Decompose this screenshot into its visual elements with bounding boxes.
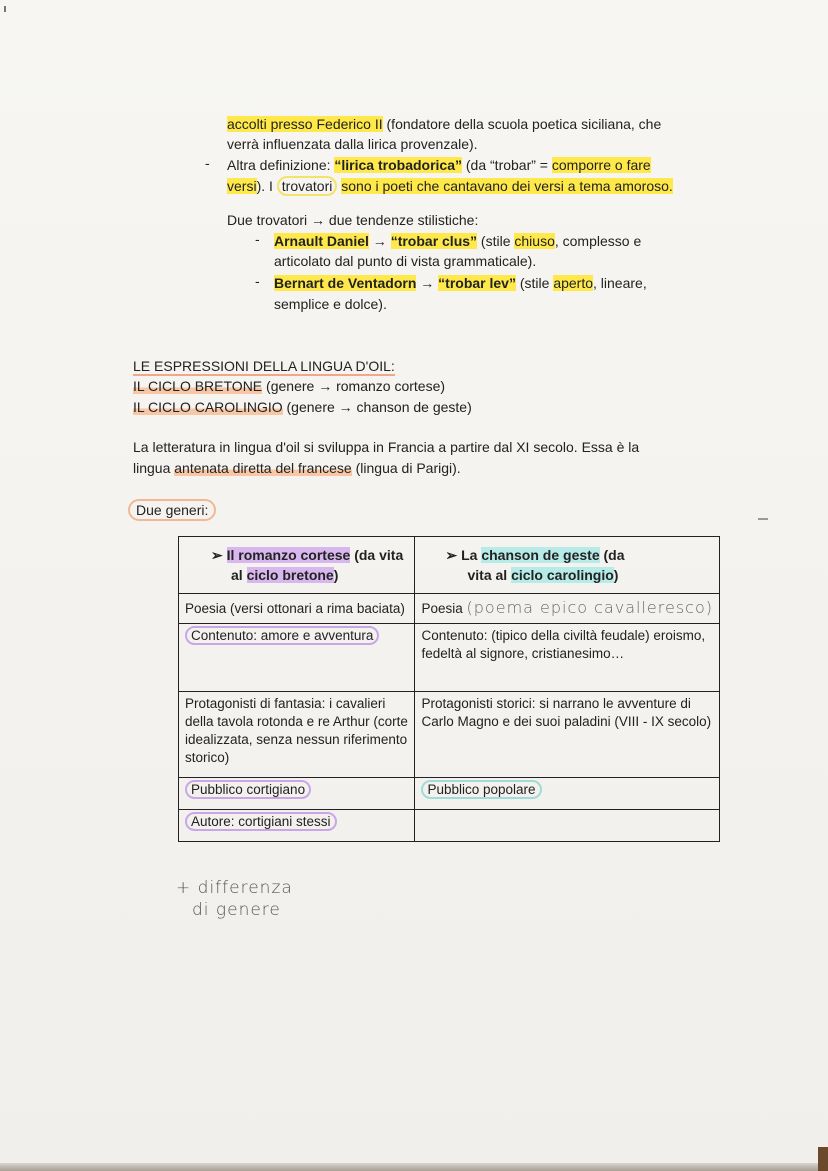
bullet-dash: - [205,155,210,171]
cell-right: Pubblico popolare [415,778,720,810]
text-line-articolato: articolato dal punto di vista grammaticale). [274,253,537,269]
table-row [179,810,720,842]
text-line-semplice: semplice e dolce). [274,296,387,312]
due-generi-label: Due generi: [128,500,216,520]
text-line-bernart: Bernart de Ventadorn → “trobar lev” (stile aperto, lineare, [274,275,647,291]
cell-left: Protagonisti di fantasia: i cavalieri della tavola rotonda e re Arthur (corte idealizzata, senza nessun riferimento storico) [179,692,415,778]
page-corner-shadow [818,1147,828,1171]
text-line-due-trovatori: Due trovatori → due tendenze stilistiche: [227,212,479,228]
cell-right [415,810,720,842]
table-row [179,778,720,810]
header-romanzo-cortese: ➢ Il romanzo cortese (da vita al ciclo bretone) [179,537,415,594]
table-row [179,594,720,624]
table-row [179,624,720,692]
cell-left: Pubblico cortigiano [179,778,415,810]
text-line-definizione: Altra definizione: “lirica trobadorica” (da “trobar” = comporre o fare [227,157,651,173]
cell-right: Contenuto: (tipico della civiltà feudale) eroismo, fedeltà al signore, cristianesimo… [415,624,720,692]
text-line-ciclo-carolingio: IL CICLO CAROLINGIO (genere → chanson de geste) [133,399,472,415]
table-header-row [179,537,720,594]
bullet-dash: - [255,231,260,247]
pen-mark [4,6,6,12]
text-line-provenzale: verrà influenzata dalla lirica provenzale). [227,136,478,152]
pen-mark [758,518,768,520]
cell-left: Poesia (versi ottonari a rima baciata) [179,594,415,624]
cell-right: Protagonisti storici: si narrano le avventure di Carlo Magno e dei suoi paladini (VIII - IX secolo) [415,692,720,778]
text-line-federico: accolti presso Federico II (fondatore della scuola poetica siciliana, che [227,116,662,132]
cell-right: Poesia (poema epico cavalleresco) [415,594,720,624]
text-line-trovatori: versi). I trovatori sono i poeti che cantavano dei versi a tema amoroso. [227,178,673,194]
cell-left: Autore: cortigiani stessi [179,810,415,842]
genres-table [178,536,720,842]
text-line-ciclo-bretone: IL CICLO BRETONE (genere → romanzo cortese) [133,378,446,394]
paragraph-line-2: lingua antenata diretta del francese (lingua di Parigi). [133,460,461,476]
section-heading-oil: LE ESPRESSIONI DELLA LINGUA D'OIL: [133,358,395,374]
cell-left: Contenuto: amore e avventura [179,624,415,692]
text-line-arnault: Arnault Daniel → “trobar clus” (stile chiuso, complesso e [274,233,642,249]
handwritten-note-line-1: + differenza [176,878,293,898]
handwritten-note-line-2: di genere [192,900,281,920]
bullet-dash: - [255,273,260,289]
table-row [179,692,720,778]
page-bottom-edge [0,1163,828,1171]
header-chanson-de-geste: ➢ La chanson de geste (da vita al ciclo carolingio) [415,537,720,594]
paragraph-line-1: La letteratura in lingua d'oil si sviluppa in Francia a partire dal XI secolo. Essa è la [133,439,640,455]
